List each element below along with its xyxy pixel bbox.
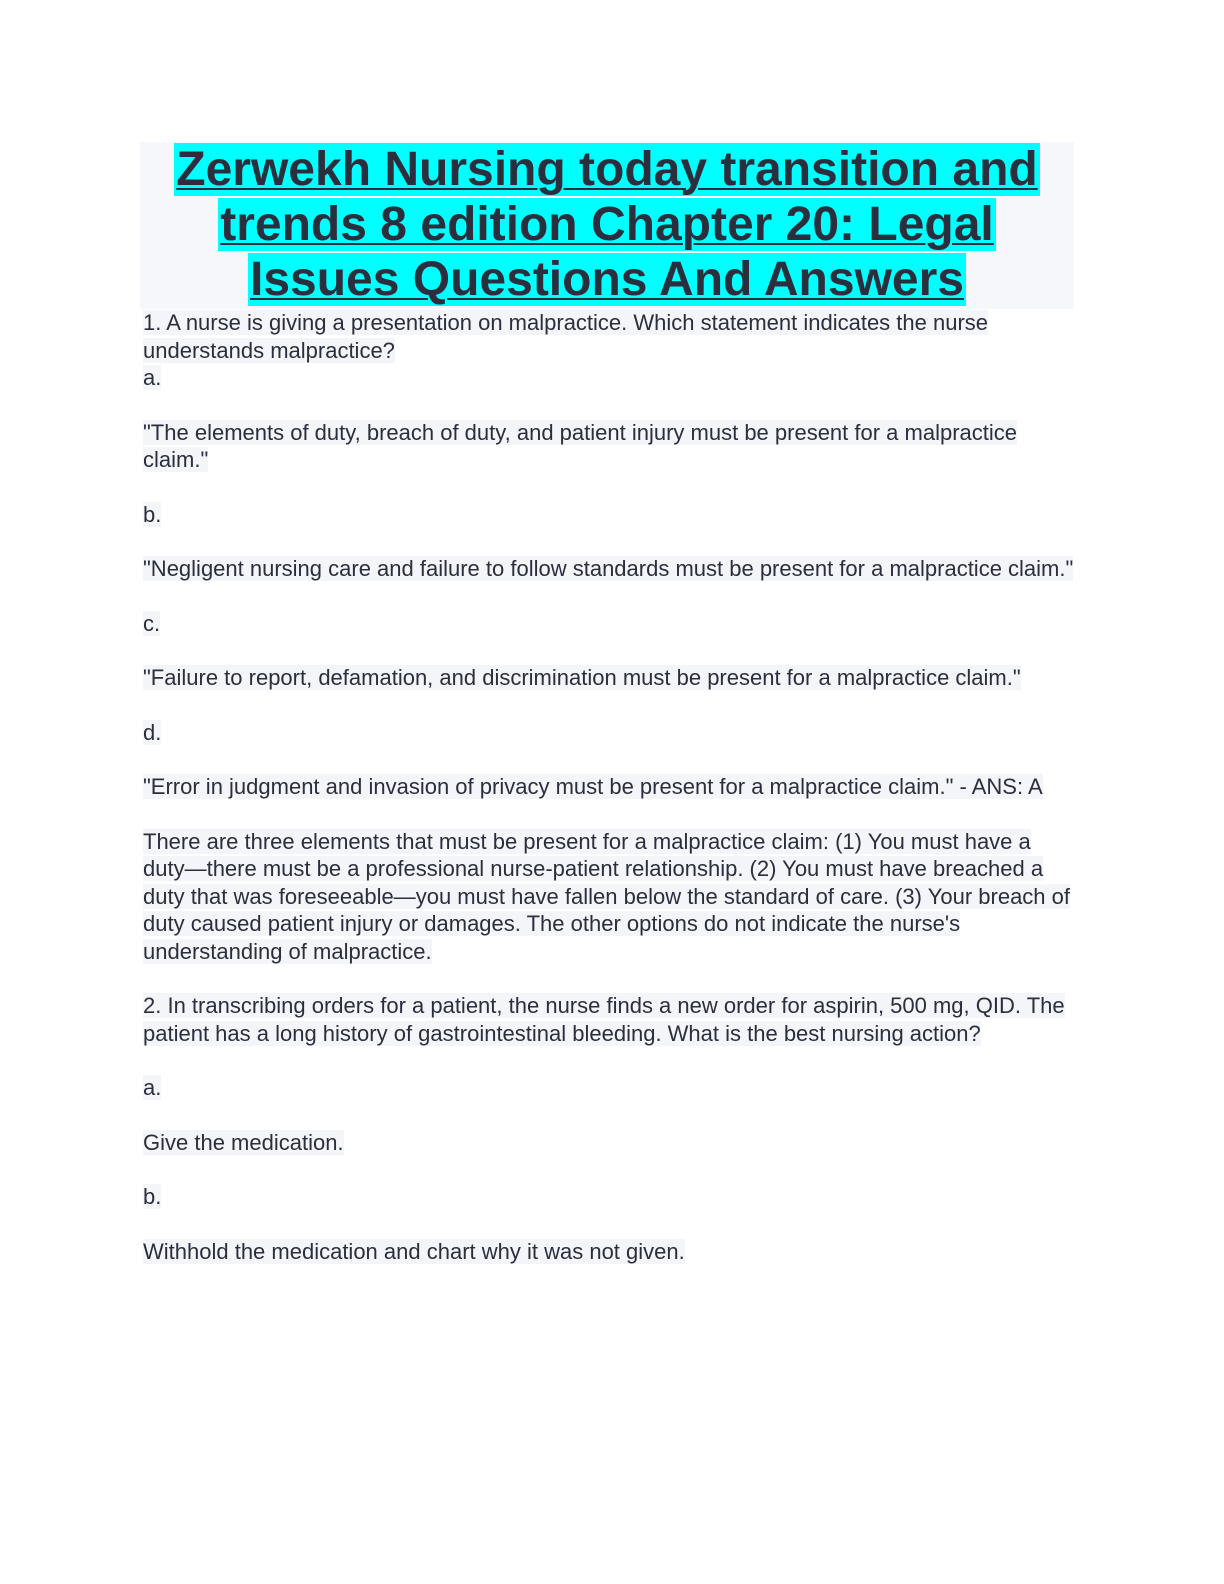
document-body bbox=[140, 309, 1074, 1265]
question-stem: 1. A nurse is giving a presentation on malpractice. Which statement indicates the nurse understands malpractice? bbox=[143, 310, 989, 363]
option-text: Withhold the medication and chart why it was not given. bbox=[143, 1238, 685, 1264]
option-letter: a. bbox=[143, 365, 162, 390]
option-text-with-answer: "Error in judgment and invasion of privacy must be present for a malpractice claim." - ANS: A bbox=[143, 774, 1043, 799]
option-text: "The elements of duty, breach of duty, and patient injury must be present for a malpractice claim." bbox=[143, 419, 1018, 472]
option-text: Give the medication. bbox=[143, 1129, 344, 1155]
option-letter: a. bbox=[143, 1075, 162, 1100]
question-2 bbox=[143, 992, 1074, 1265]
option-letter: d. bbox=[143, 719, 162, 745]
document-title: Zerwekh Nursing today transition and trends 8 edition Chapter 20: Legal Issues Questions And Answers bbox=[176, 143, 1038, 306]
option-letter: b. bbox=[143, 1184, 162, 1209]
document-page bbox=[140, 142, 1074, 1265]
option-letter: c. bbox=[143, 610, 161, 636]
rationale: There are three elements that must be present for a malpractice claim: (1) You must have a duty—there must be a professional nurse-patient relationship. (2) You must have breached a duty that was foreseeable—you must have fallen below the standard of care. (3) Your breach of duty caused patient injury or damages. The other options do not indicate the nurse's understanding of malpractice. bbox=[143, 828, 1070, 964]
option-text: "Failure to report, defamation, and discrimination must be present for a malpractice claim." bbox=[143, 665, 1021, 690]
option-text: "Negligent nursing care and failure to follow standards must be present for a malpractice claim." bbox=[143, 556, 1074, 581]
question-stem: 2. In transcribing orders for a patient, the nurse finds a new order for aspirin, 500 mg, QID. The patient has a long history of gastrointestinal bleeding. What is the best nursing action? bbox=[143, 993, 1065, 1046]
option-letter: b. bbox=[143, 501, 162, 527]
question-1 bbox=[143, 309, 1074, 992]
title-block bbox=[140, 142, 1074, 309]
